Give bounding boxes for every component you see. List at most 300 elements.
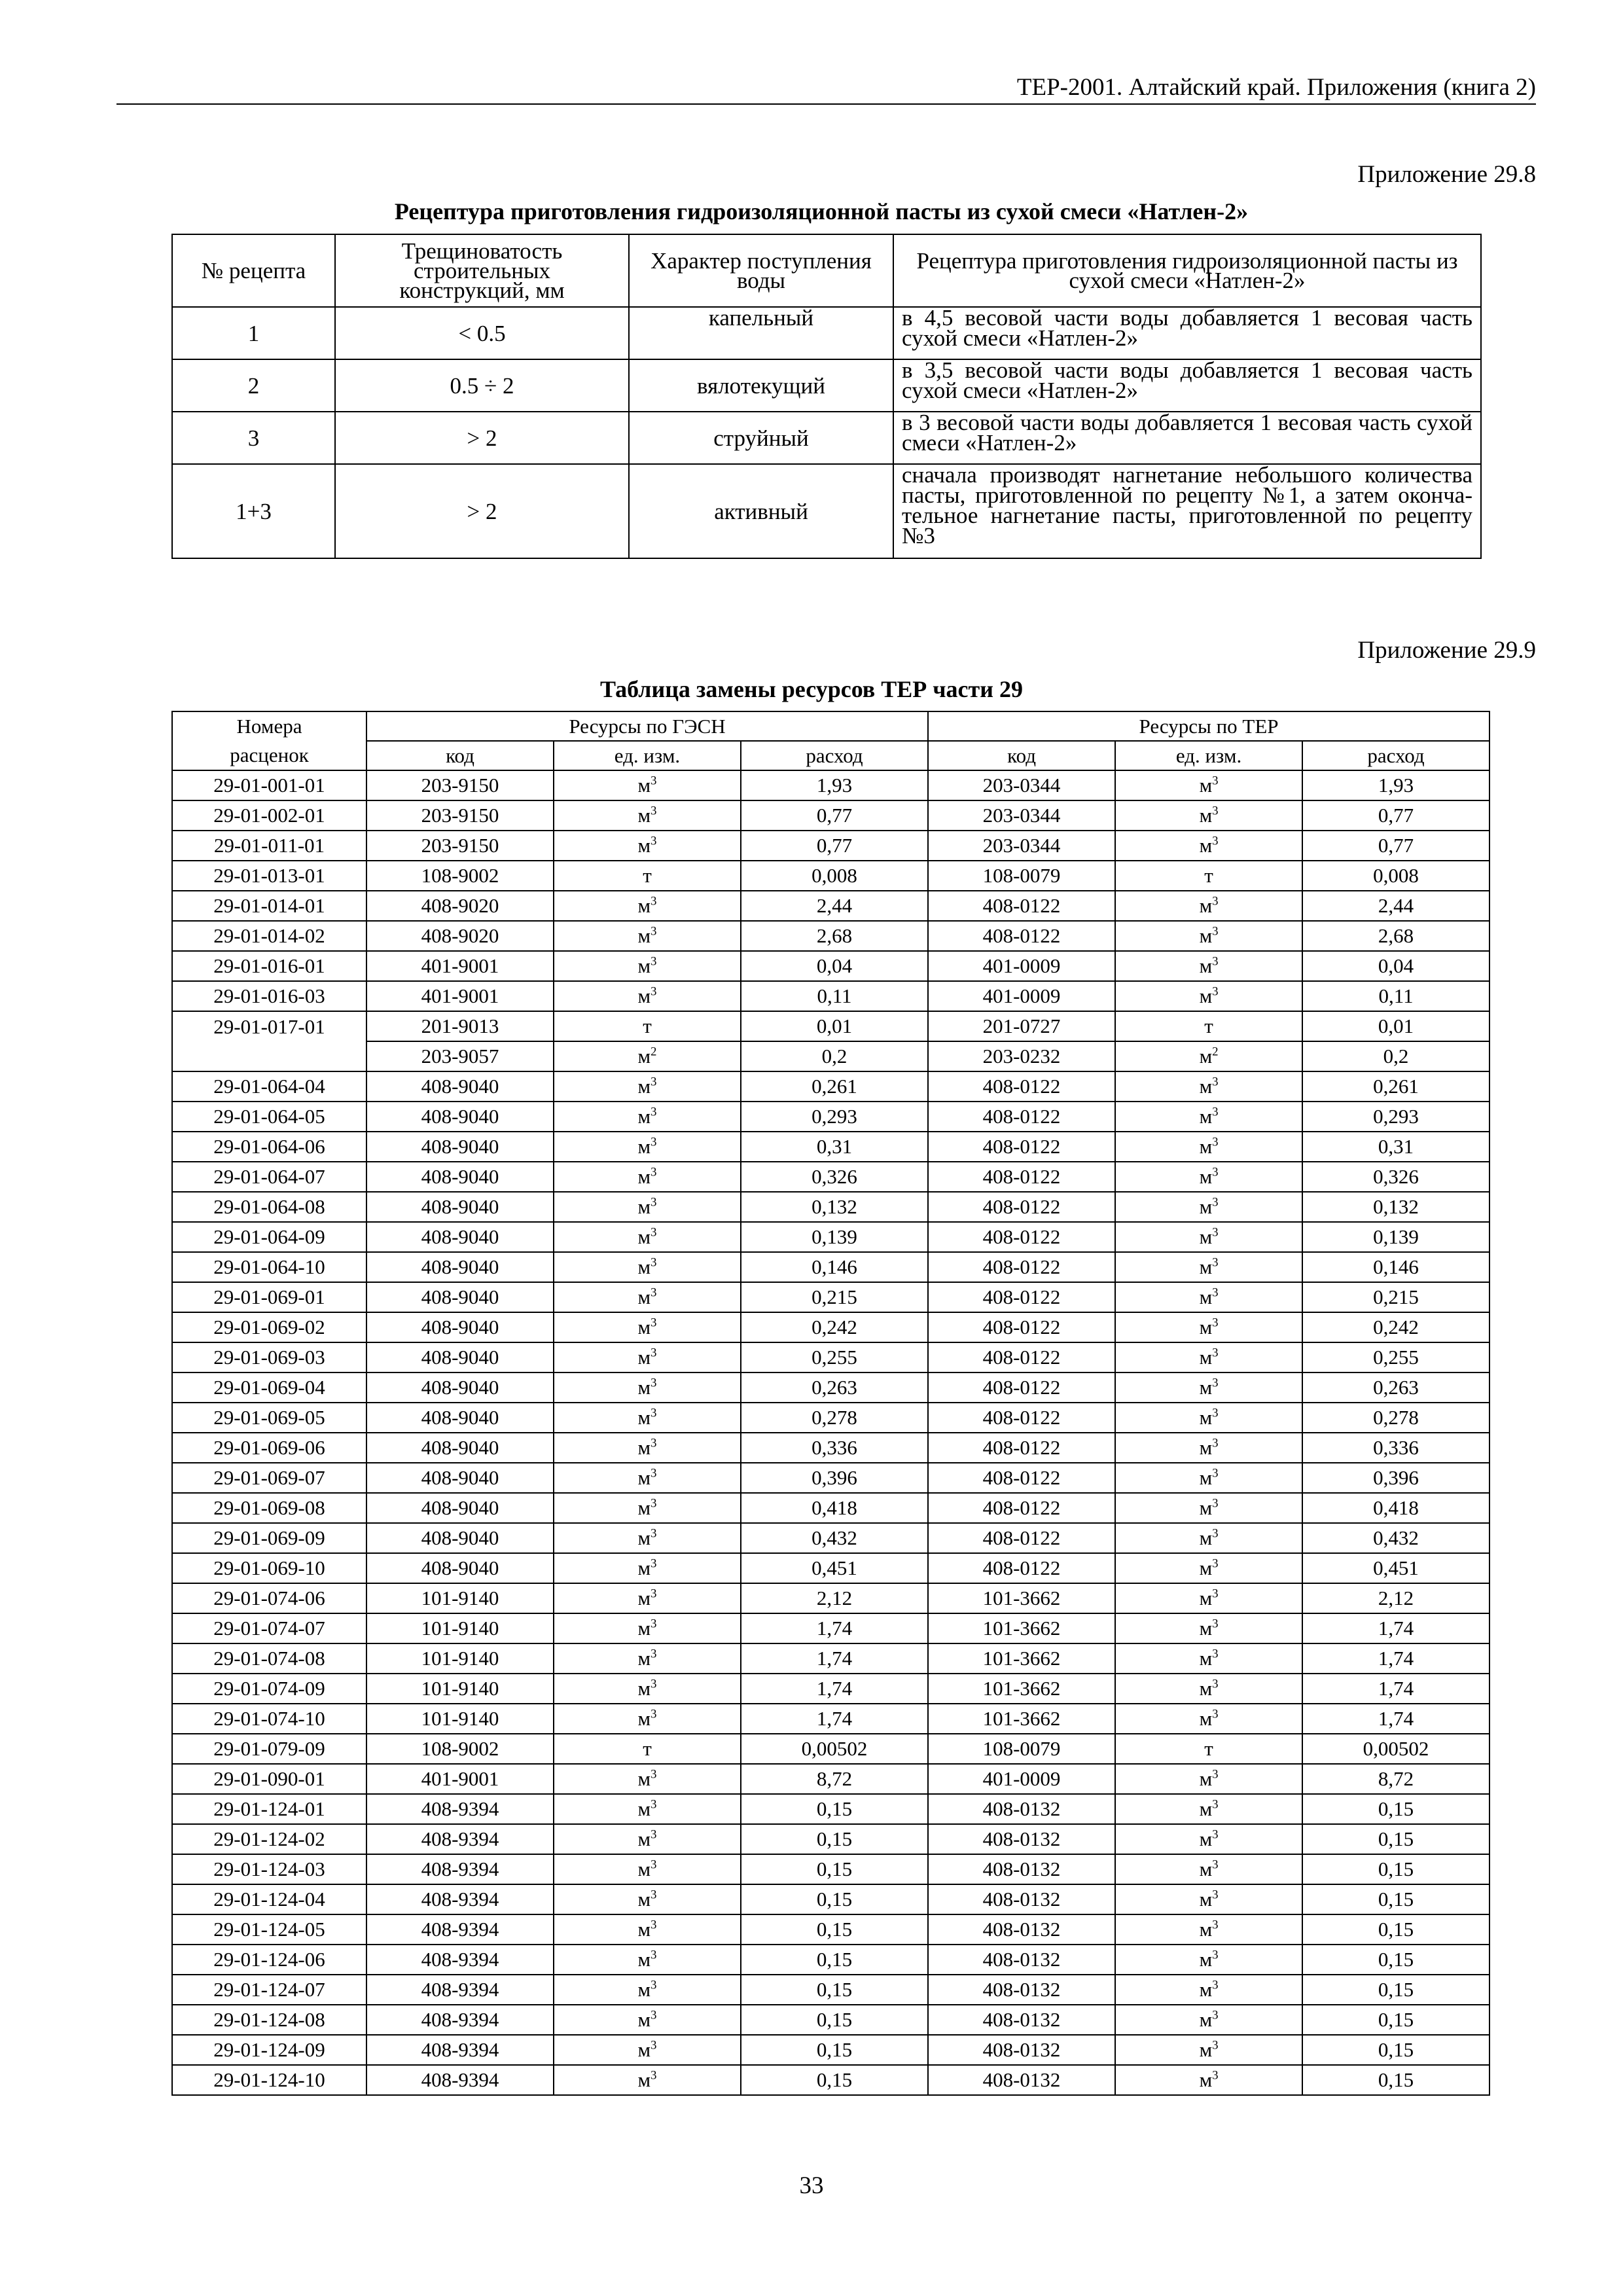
- ter-rate-cell: 0,01: [1302, 1011, 1489, 1041]
- gesn-code-cell: 408-9394: [366, 1794, 554, 1824]
- ter-code-cell: 203-0232: [928, 1041, 1115, 1071]
- table-row: [172, 770, 1489, 800]
- water-inflow: активный: [629, 464, 893, 558]
- table-row: [172, 1945, 1489, 1975]
- ter-unit-cell: $м^3$: [1115, 1643, 1302, 1674]
- gesn-rate-cell: 0,15: [741, 2005, 928, 2035]
- rate-number-cell: 29-01-064-04: [172, 1071, 366, 1102]
- ter-rate-cell: 0,2: [1302, 1041, 1489, 1071]
- unit-exponent: 3: [651, 1587, 657, 1601]
- gesn-rate-cell: 1,93: [741, 770, 928, 800]
- rate-number-cell: 29-01-064-09: [172, 1222, 366, 1252]
- gesn-code-cell: 101-9140: [366, 1583, 554, 1613]
- unit-exponent: 3: [1212, 1918, 1219, 1932]
- unit-exponent: 3: [651, 1526, 657, 1541]
- table-row: [172, 1372, 1489, 1403]
- ter-code-cell: 408-0122: [928, 1433, 1115, 1463]
- gesn-unit-cell: $м^3$: [554, 951, 741, 981]
- ter-rate-cell: 0,15: [1302, 1854, 1489, 1884]
- unit-exponent: 3: [1212, 1436, 1219, 1450]
- unit-exponent: 3: [1212, 1978, 1219, 1992]
- table-row: [172, 1583, 1489, 1613]
- rate-number-cell: 29-01-074-09: [172, 1674, 366, 1704]
- ter-unit-cell: $м^3$: [1115, 1192, 1302, 1222]
- ter-code-cell: 408-0122: [928, 1403, 1115, 1433]
- table-row: [172, 1794, 1489, 1824]
- gesn-rate-cell: 0,15: [741, 1975, 928, 2005]
- unit-exponent: 3: [651, 1918, 657, 1932]
- ter-unit-cell: $м^3$: [1115, 1282, 1302, 1312]
- gesn-rate-cell: 0,15: [741, 1794, 928, 1824]
- gesn-code-cell: 408-9040: [366, 1162, 554, 1192]
- ter-rate-cell: 0,008: [1302, 861, 1489, 891]
- gesn-rate-cell: 0,146: [741, 1252, 928, 1282]
- gesn-unit-cell: $м^3$: [554, 1342, 741, 1372]
- gesn-unit-cell: $м^3$: [554, 1914, 741, 1945]
- unit-exponent: 3: [1212, 1707, 1219, 1721]
- ter-code-cell: 408-0122: [928, 1372, 1115, 1403]
- gesn-unit-cell: $м^3$: [554, 981, 741, 1011]
- unit-exponent: 3: [651, 984, 657, 999]
- gesn-unit-cell: $м^3$: [554, 1132, 741, 1162]
- ter-code-cell: 408-0132: [928, 1824, 1115, 1854]
- unit-exponent: 3: [1212, 1526, 1219, 1541]
- gesn-code-cell: 408-9040: [366, 1433, 554, 1463]
- recipe-number: 1: [172, 307, 335, 359]
- water-inflow: струйный: [629, 412, 893, 464]
- rate-number-cell: 29-01-074-08: [172, 1643, 366, 1674]
- table-row: [172, 1312, 1489, 1342]
- recipe-table-header-row: [172, 234, 1481, 307]
- unit-exponent: 3: [1212, 2068, 1219, 2083]
- gesn-code-cell: 201-9013: [366, 1011, 554, 1041]
- ter-code-cell: 401-0009: [928, 981, 1115, 1011]
- ter-unit-cell: $м^3$: [1115, 1433, 1302, 1463]
- ter-unit-cell: $м^3$: [1115, 1884, 1302, 1914]
- unit-exponent: 3: [651, 1677, 657, 1691]
- table-row: [172, 1011, 1489, 1041]
- gesn-code-cell: 108-9002: [366, 1734, 554, 1764]
- ter-unit-cell: $м^3$: [1115, 1102, 1302, 1132]
- ter-code-cell: 408-0122: [928, 1071, 1115, 1102]
- gesn-unit-cell: $м^3$: [554, 1192, 741, 1222]
- gesn-unit-cell: $м^3$: [554, 1102, 741, 1132]
- ter-rate-cell: 0,336: [1302, 1433, 1489, 1463]
- unit-exponent: 3: [1212, 924, 1219, 939]
- unit-exponent: 3: [651, 774, 657, 788]
- gesn-rate-cell: 0,01: [741, 1011, 928, 1041]
- page-number: 33: [799, 2172, 824, 2199]
- ter-unit-cell: $м^3$: [1115, 1252, 1302, 1282]
- rate-number-cell: 29-01-079-09: [172, 1734, 366, 1764]
- unit-exponent: 3: [1212, 2038, 1219, 2053]
- ter-code-cell: 408-0132: [928, 1975, 1115, 2005]
- ter-unit-cell: $м^3$: [1115, 1553, 1302, 1583]
- gesn-code-cell: 203-9057: [366, 1041, 554, 1071]
- gesn-code-cell: 408-9040: [366, 1493, 554, 1523]
- gesn-rate-cell: 2,68: [741, 921, 928, 951]
- gesn-code-cell: 408-9040: [366, 1553, 554, 1583]
- crack-width: > 2: [335, 464, 629, 558]
- unit-exponent: 3: [1212, 1767, 1219, 1782]
- rate-numbers-header-cont: расценок: [172, 741, 366, 770]
- table-row: [172, 1222, 1489, 1252]
- ter-unit-header: ед. изм.: [1115, 741, 1302, 770]
- gesn-rate-cell: 2,44: [741, 891, 928, 921]
- rate-number-cell: 29-01-001-01: [172, 770, 366, 800]
- ter-code-cell: 408-0122: [928, 1162, 1115, 1192]
- gesn-code-cell: 401-9001: [366, 981, 554, 1011]
- gesn-unit-header: ед. изм.: [554, 741, 741, 770]
- gesn-unit-cell: $м^3$: [554, 1794, 741, 1824]
- ter-rate-cell: 0,242: [1302, 1312, 1489, 1342]
- gesn-unit-cell: $м^3$: [554, 1222, 741, 1252]
- ter-code-cell: 203-0344: [928, 770, 1115, 800]
- gesn-rate-cell: 1,74: [741, 1674, 928, 1704]
- ter-unit-cell: $м^3$: [1115, 2035, 1302, 2065]
- gesn-unit-cell: $м^3$: [554, 770, 741, 800]
- ter-code-cell: 408-0132: [928, 1884, 1115, 1914]
- ter-unit-cell: $м^3$: [1115, 770, 1302, 800]
- gesn-rate-cell: 0,008: [741, 861, 928, 891]
- resource-replacement-table: [171, 711, 1490, 2096]
- unit-exponent: 3: [651, 1346, 657, 1360]
- ter-rate-header: расход: [1302, 741, 1489, 770]
- rate-number-cell: 29-01-017-01: [172, 1011, 366, 1041]
- ter-unit-cell: $м^3$: [1115, 891, 1302, 921]
- appendix-label-29-9: Приложение 29.9: [1357, 637, 1536, 664]
- ter-unit-cell: $м^3$: [1115, 1613, 1302, 1643]
- unit-exponent: 3: [651, 1436, 657, 1450]
- table-subheader-row: [172, 741, 1489, 770]
- rate-number-cell: 29-01-069-06: [172, 1433, 366, 1463]
- ter-code-cell: 408-0122: [928, 1252, 1115, 1282]
- gesn-code-cell: 408-9040: [366, 1192, 554, 1222]
- gesn-unit-cell: $м^3$: [554, 1162, 741, 1192]
- gesn-rate-cell: 0,278: [741, 1403, 928, 1433]
- unit-exponent: 3: [1212, 1857, 1219, 1872]
- ter-unit-cell: $м^3$: [1115, 1674, 1302, 1704]
- ter-rate-cell: 0,31: [1302, 1132, 1489, 1162]
- table-row: [172, 1975, 1489, 2005]
- recipe-table-title: Рецептура приготовления гидроизоляционной пасты из сухой смеси «Натлен-2»: [394, 198, 1249, 224]
- unit-exponent: 3: [1212, 1617, 1219, 1631]
- ter-unit-cell: $м^3$: [1115, 800, 1302, 831]
- table-row: [172, 1493, 1489, 1523]
- rate-number-cell: 29-01-069-09: [172, 1523, 366, 1553]
- appendix-label-29-8: Приложение 29.8: [1357, 161, 1536, 188]
- unit-exponent: 3: [1212, 1797, 1219, 1812]
- table-row: [172, 800, 1489, 831]
- gesn-code-cell: 408-9394: [366, 2035, 554, 2065]
- rate-number-cell: 29-01-069-05: [172, 1403, 366, 1433]
- ter-code-cell: 408-0122: [928, 1493, 1115, 1523]
- ter-code-cell: 408-0122: [928, 1102, 1115, 1132]
- unit-exponent: 3: [651, 1797, 657, 1812]
- gesn-code-cell: 408-9040: [366, 1282, 554, 1312]
- gesn-code-cell: 408-9040: [366, 1132, 554, 1162]
- recipe-description: сначала производят нагнетание небольшого количества пасты, приготовленной по рецепту №1, а затем оконча-тельное нагнетание пасты, приготовленной по рецепту №3: [893, 464, 1481, 558]
- unit-exponent: 3: [651, 1466, 657, 1480]
- gesn-code-cell: 408-9040: [366, 1523, 554, 1553]
- column-header: Характер поступления воды: [629, 234, 893, 307]
- gesn-rate-cell: 0,04: [741, 951, 928, 981]
- ter-rate-cell: 0,15: [1302, 1914, 1489, 1945]
- gesn-rate-cell: 0,418: [741, 1493, 928, 1523]
- gesn-unit-cell: $м^3$: [554, 1674, 741, 1704]
- gesn-code-cell: 101-9140: [366, 1674, 554, 1704]
- rate-number-cell: 29-01-074-06: [172, 1583, 366, 1613]
- ter-unit-cell: $м^3$: [1115, 1403, 1302, 1433]
- ter-code-cell: 408-0122: [928, 1523, 1115, 1553]
- unit-exponent: 3: [651, 2068, 657, 2083]
- unit-exponent: 3: [651, 834, 657, 848]
- unit-exponent: 3: [1212, 1466, 1219, 1480]
- gesn-unit-cell: $м^3$: [554, 1312, 741, 1342]
- ter-unit-cell: $м^3$: [1115, 1764, 1302, 1794]
- ter-unit-cell: $м^3$: [1115, 1463, 1302, 1493]
- gesn-code-cell: 408-9394: [366, 1854, 554, 1884]
- ter-unit-cell: $м^3$: [1115, 1794, 1302, 1824]
- table-row: [172, 1342, 1489, 1372]
- ter-rate-cell: 1,93: [1302, 770, 1489, 800]
- gesn-unit-cell: $м^3$: [554, 1824, 741, 1854]
- gesn-unit-cell: $м^3$: [554, 800, 741, 831]
- unit-exponent: 3: [651, 1857, 657, 1872]
- unit-exponent: 3: [651, 1135, 657, 1149]
- ter-unit-cell: $м^3$: [1115, 1162, 1302, 1192]
- gesn-code-cell: 101-9140: [366, 1704, 554, 1734]
- gesn-code-cell: 101-9140: [366, 1643, 554, 1674]
- gesn-rate-cell: 0,15: [741, 2065, 928, 2095]
- ter-unit-cell: $м^3$: [1115, 1583, 1302, 1613]
- ter-code-cell: 408-0122: [928, 921, 1115, 951]
- unit-exponent: 3: [1212, 1135, 1219, 1149]
- rate-number-cell: 29-01-069-03: [172, 1342, 366, 1372]
- rate-number-cell: 29-01-069-04: [172, 1372, 366, 1403]
- ter-code-header: код: [928, 741, 1115, 770]
- unit-exponent: 3: [651, 1948, 657, 1962]
- table-row: [172, 2035, 1489, 2065]
- ter-code-cell: 408-0122: [928, 891, 1115, 921]
- recipe-row: [172, 412, 1481, 464]
- gesn-unit-cell: $м^3$: [554, 1463, 741, 1493]
- ter-rate-cell: 0,293: [1302, 1102, 1489, 1132]
- unit-exponent: 3: [1212, 1225, 1219, 1240]
- unit-exponent: 3: [651, 924, 657, 939]
- gesn-unit-cell: т: [554, 1734, 741, 1764]
- ter-unit-cell: $м^2$: [1115, 1041, 1302, 1071]
- ter-resources-header: Ресурсы по ТЕР: [928, 711, 1489, 741]
- unit-exponent: 3: [1212, 1165, 1219, 1179]
- table-row: [172, 1192, 1489, 1222]
- replacement-table-title: Таблица замены ресурсов ТЕР части 29: [600, 676, 1023, 702]
- rate-number-cell: 29-01-014-02: [172, 921, 366, 951]
- unit-exponent: 3: [651, 1165, 657, 1179]
- gesn-code-cell: 203-9150: [366, 800, 554, 831]
- table-row: [172, 1132, 1489, 1162]
- recipe-row: [172, 464, 1481, 558]
- ter-unit-cell: $м^3$: [1115, 1854, 1302, 1884]
- rate-number-cell: 29-01-124-01: [172, 1794, 366, 1824]
- gesn-code-cell: 408-9020: [366, 891, 554, 921]
- gesn-rate-cell: 0,396: [741, 1463, 928, 1493]
- gesn-rate-cell: 0,15: [741, 2035, 928, 2065]
- recipe-description: в 3 весовой части воды добавляется 1 весовая часть сухой смеси «Натлен-2»: [893, 412, 1481, 464]
- ter-rate-cell: 0,451: [1302, 1553, 1489, 1583]
- gesn-unit-cell: $м^3$: [554, 1583, 741, 1613]
- unit-exponent: 3: [651, 1978, 657, 1992]
- unit-exponent: 3: [651, 1556, 657, 1571]
- rate-number-cell: 29-01-069-01: [172, 1282, 366, 1312]
- recipe-table: [171, 234, 1482, 559]
- table-row: [172, 1674, 1489, 1704]
- ter-code-cell: 408-0122: [928, 1132, 1115, 1162]
- rate-number-cell: 29-01-069-07: [172, 1463, 366, 1493]
- rate-number-cell: 29-01-069-08: [172, 1493, 366, 1523]
- gesn-rate-cell: 1,74: [741, 1704, 928, 1734]
- recipe-number: 1+3: [172, 464, 335, 558]
- ter-rate-cell: 0,396: [1302, 1463, 1489, 1493]
- ter-rate-cell: 0,15: [1302, 2035, 1489, 2065]
- ter-code-cell: 408-0132: [928, 1854, 1115, 1884]
- recipe-row: [172, 359, 1481, 412]
- gesn-unit-cell: $м^3$: [554, 1433, 741, 1463]
- ter-code-cell: 203-0344: [928, 800, 1115, 831]
- table-row: [172, 1704, 1489, 1734]
- recipe-description: в 4,5 весовой части воды добавляется 1 весовая часть сухой смеси «Натлен-2»: [893, 307, 1481, 359]
- gesn-unit-cell: $м^3$: [554, 921, 741, 951]
- ter-rate-cell: 0,263: [1302, 1372, 1489, 1403]
- table-row: [172, 861, 1489, 891]
- ter-code-cell: 108-0079: [928, 1734, 1115, 1764]
- column-header: Рецептура приготовления гидроизоляционной пасты из сухой смеси «Натлен-2»: [893, 234, 1481, 307]
- unit-exponent: 3: [1212, 1556, 1219, 1571]
- rate-number-cell: 29-01-014-01: [172, 891, 366, 921]
- gesn-rate-cell: 0,2: [741, 1041, 928, 1071]
- gesn-code-cell: 408-9394: [366, 2005, 554, 2035]
- ter-rate-cell: 0,77: [1302, 831, 1489, 861]
- crack-width: > 2: [335, 412, 629, 464]
- gesn-rate-cell: 1,74: [741, 1613, 928, 1643]
- water-inflow: капельный: [629, 307, 893, 359]
- gesn-unit-cell: $м^3$: [554, 1884, 741, 1914]
- unit-exponent: 3: [651, 1285, 657, 1300]
- gesn-unit-cell: $м^3$: [554, 1252, 741, 1282]
- ter-unit-cell: $м^3$: [1115, 1372, 1302, 1403]
- ter-rate-cell: 1,74: [1302, 1613, 1489, 1643]
- rate-number-cell: 29-01-016-01: [172, 951, 366, 981]
- rate-number-cell: 29-01-124-08: [172, 2005, 366, 2035]
- gesn-rate-cell: 0,255: [741, 1342, 928, 1372]
- unit-exponent: 2: [651, 1045, 657, 1059]
- ter-code-cell: 408-0122: [928, 1312, 1115, 1342]
- gesn-code-cell: 408-9394: [366, 1945, 554, 1975]
- water-inflow: вялотекущий: [629, 359, 893, 412]
- ter-code-cell: 408-0132: [928, 2005, 1115, 2035]
- unit-exponent: 3: [1212, 1888, 1219, 1902]
- ter-unit-cell: $м^3$: [1115, 1132, 1302, 1162]
- ter-unit-cell: т: [1115, 1734, 1302, 1764]
- ter-code-cell: 101-3662: [928, 1583, 1115, 1613]
- gesn-code-cell: 408-9040: [366, 1403, 554, 1433]
- gesn-resources-header: Ресурсы по ГЭСН: [366, 711, 928, 741]
- unit-exponent: 3: [651, 1316, 657, 1330]
- column-header: Трещиноватость строительных конструкций, мм: [335, 234, 629, 307]
- gesn-unit-cell: $м^3$: [554, 1975, 741, 2005]
- unit-exponent: 3: [651, 1827, 657, 1842]
- gesn-rate-cell: 0,215: [741, 1282, 928, 1312]
- unit-exponent: 3: [651, 1617, 657, 1631]
- table-row: [172, 1071, 1489, 1102]
- gesn-code-cell: 408-9040: [366, 1222, 554, 1252]
- unit-exponent: 3: [1212, 774, 1219, 788]
- gesn-rate-header: расход: [741, 741, 928, 770]
- gesn-code-cell: 408-9040: [366, 1342, 554, 1372]
- unit-exponent: 3: [1212, 1075, 1219, 1089]
- unit-exponent: 3: [1212, 1496, 1219, 1511]
- recipe-number: 2: [172, 359, 335, 412]
- replacement-table-body: [172, 770, 1489, 2095]
- gesn-rate-cell: 0,15: [741, 1824, 928, 1854]
- gesn-rate-cell: 0,00502: [741, 1734, 928, 1764]
- ter-rate-cell: 0,00502: [1302, 1734, 1489, 1764]
- rate-number-cell: 29-01-064-10: [172, 1252, 366, 1282]
- gesn-unit-cell: $м^3$: [554, 1643, 741, 1674]
- table-row: [172, 1403, 1489, 1433]
- gesn-unit-cell: $м^3$: [554, 1403, 741, 1433]
- ter-rate-cell: 0,15: [1302, 1794, 1489, 1824]
- recipe-row: [172, 307, 1481, 359]
- unit-exponent: 3: [651, 2008, 657, 2022]
- table-row: [172, 951, 1489, 981]
- ter-unit-cell: $м^3$: [1115, 1523, 1302, 1553]
- unit-exponent: 3: [1212, 1376, 1219, 1390]
- rate-number-cell: 29-01-064-07: [172, 1162, 366, 1192]
- rate-number-cell: [172, 1041, 366, 1071]
- ter-rate-cell: 0,215: [1302, 1282, 1489, 1312]
- table-header-row: [172, 711, 1489, 741]
- rate-number-cell: 29-01-064-05: [172, 1102, 366, 1132]
- unit-exponent: 3: [651, 954, 657, 969]
- unit-exponent: 3: [1212, 2008, 1219, 2022]
- ter-code-cell: 408-0122: [928, 1192, 1115, 1222]
- rate-number-cell: 29-01-124-07: [172, 1975, 366, 2005]
- table-row: [172, 1914, 1489, 1945]
- table-row: [172, 2065, 1489, 2095]
- table-row: [172, 1613, 1489, 1643]
- gesn-code-header: код: [366, 741, 554, 770]
- ter-code-cell: 108-0079: [928, 861, 1115, 891]
- unit-exponent: 3: [651, 1707, 657, 1721]
- rate-number-cell: 29-01-016-03: [172, 981, 366, 1011]
- ter-unit-cell: $м^3$: [1115, 1704, 1302, 1734]
- gesn-unit-cell: $м^3$: [554, 1613, 741, 1643]
- gesn-rate-cell: 0,132: [741, 1192, 928, 1222]
- gesn-unit-cell: $м^3$: [554, 1372, 741, 1403]
- gesn-unit-cell: $м^3$: [554, 2035, 741, 2065]
- rate-numbers-header: Номера: [172, 711, 366, 741]
- unit-exponent: 3: [651, 1195, 657, 1210]
- rate-number-cell: 29-01-124-04: [172, 1884, 366, 1914]
- header-title: ТЕР-2001. Алтайский край. Приложения (книга 2): [1016, 74, 1536, 101]
- ter-code-cell: 408-0132: [928, 1794, 1115, 1824]
- ter-code-cell: 408-0132: [928, 2035, 1115, 2065]
- ter-code-cell: 101-3662: [928, 1643, 1115, 1674]
- gesn-rate-cell: 0,139: [741, 1222, 928, 1252]
- ter-rate-cell: 0,15: [1302, 2005, 1489, 2035]
- ter-rate-cell: 0,15: [1302, 1975, 1489, 2005]
